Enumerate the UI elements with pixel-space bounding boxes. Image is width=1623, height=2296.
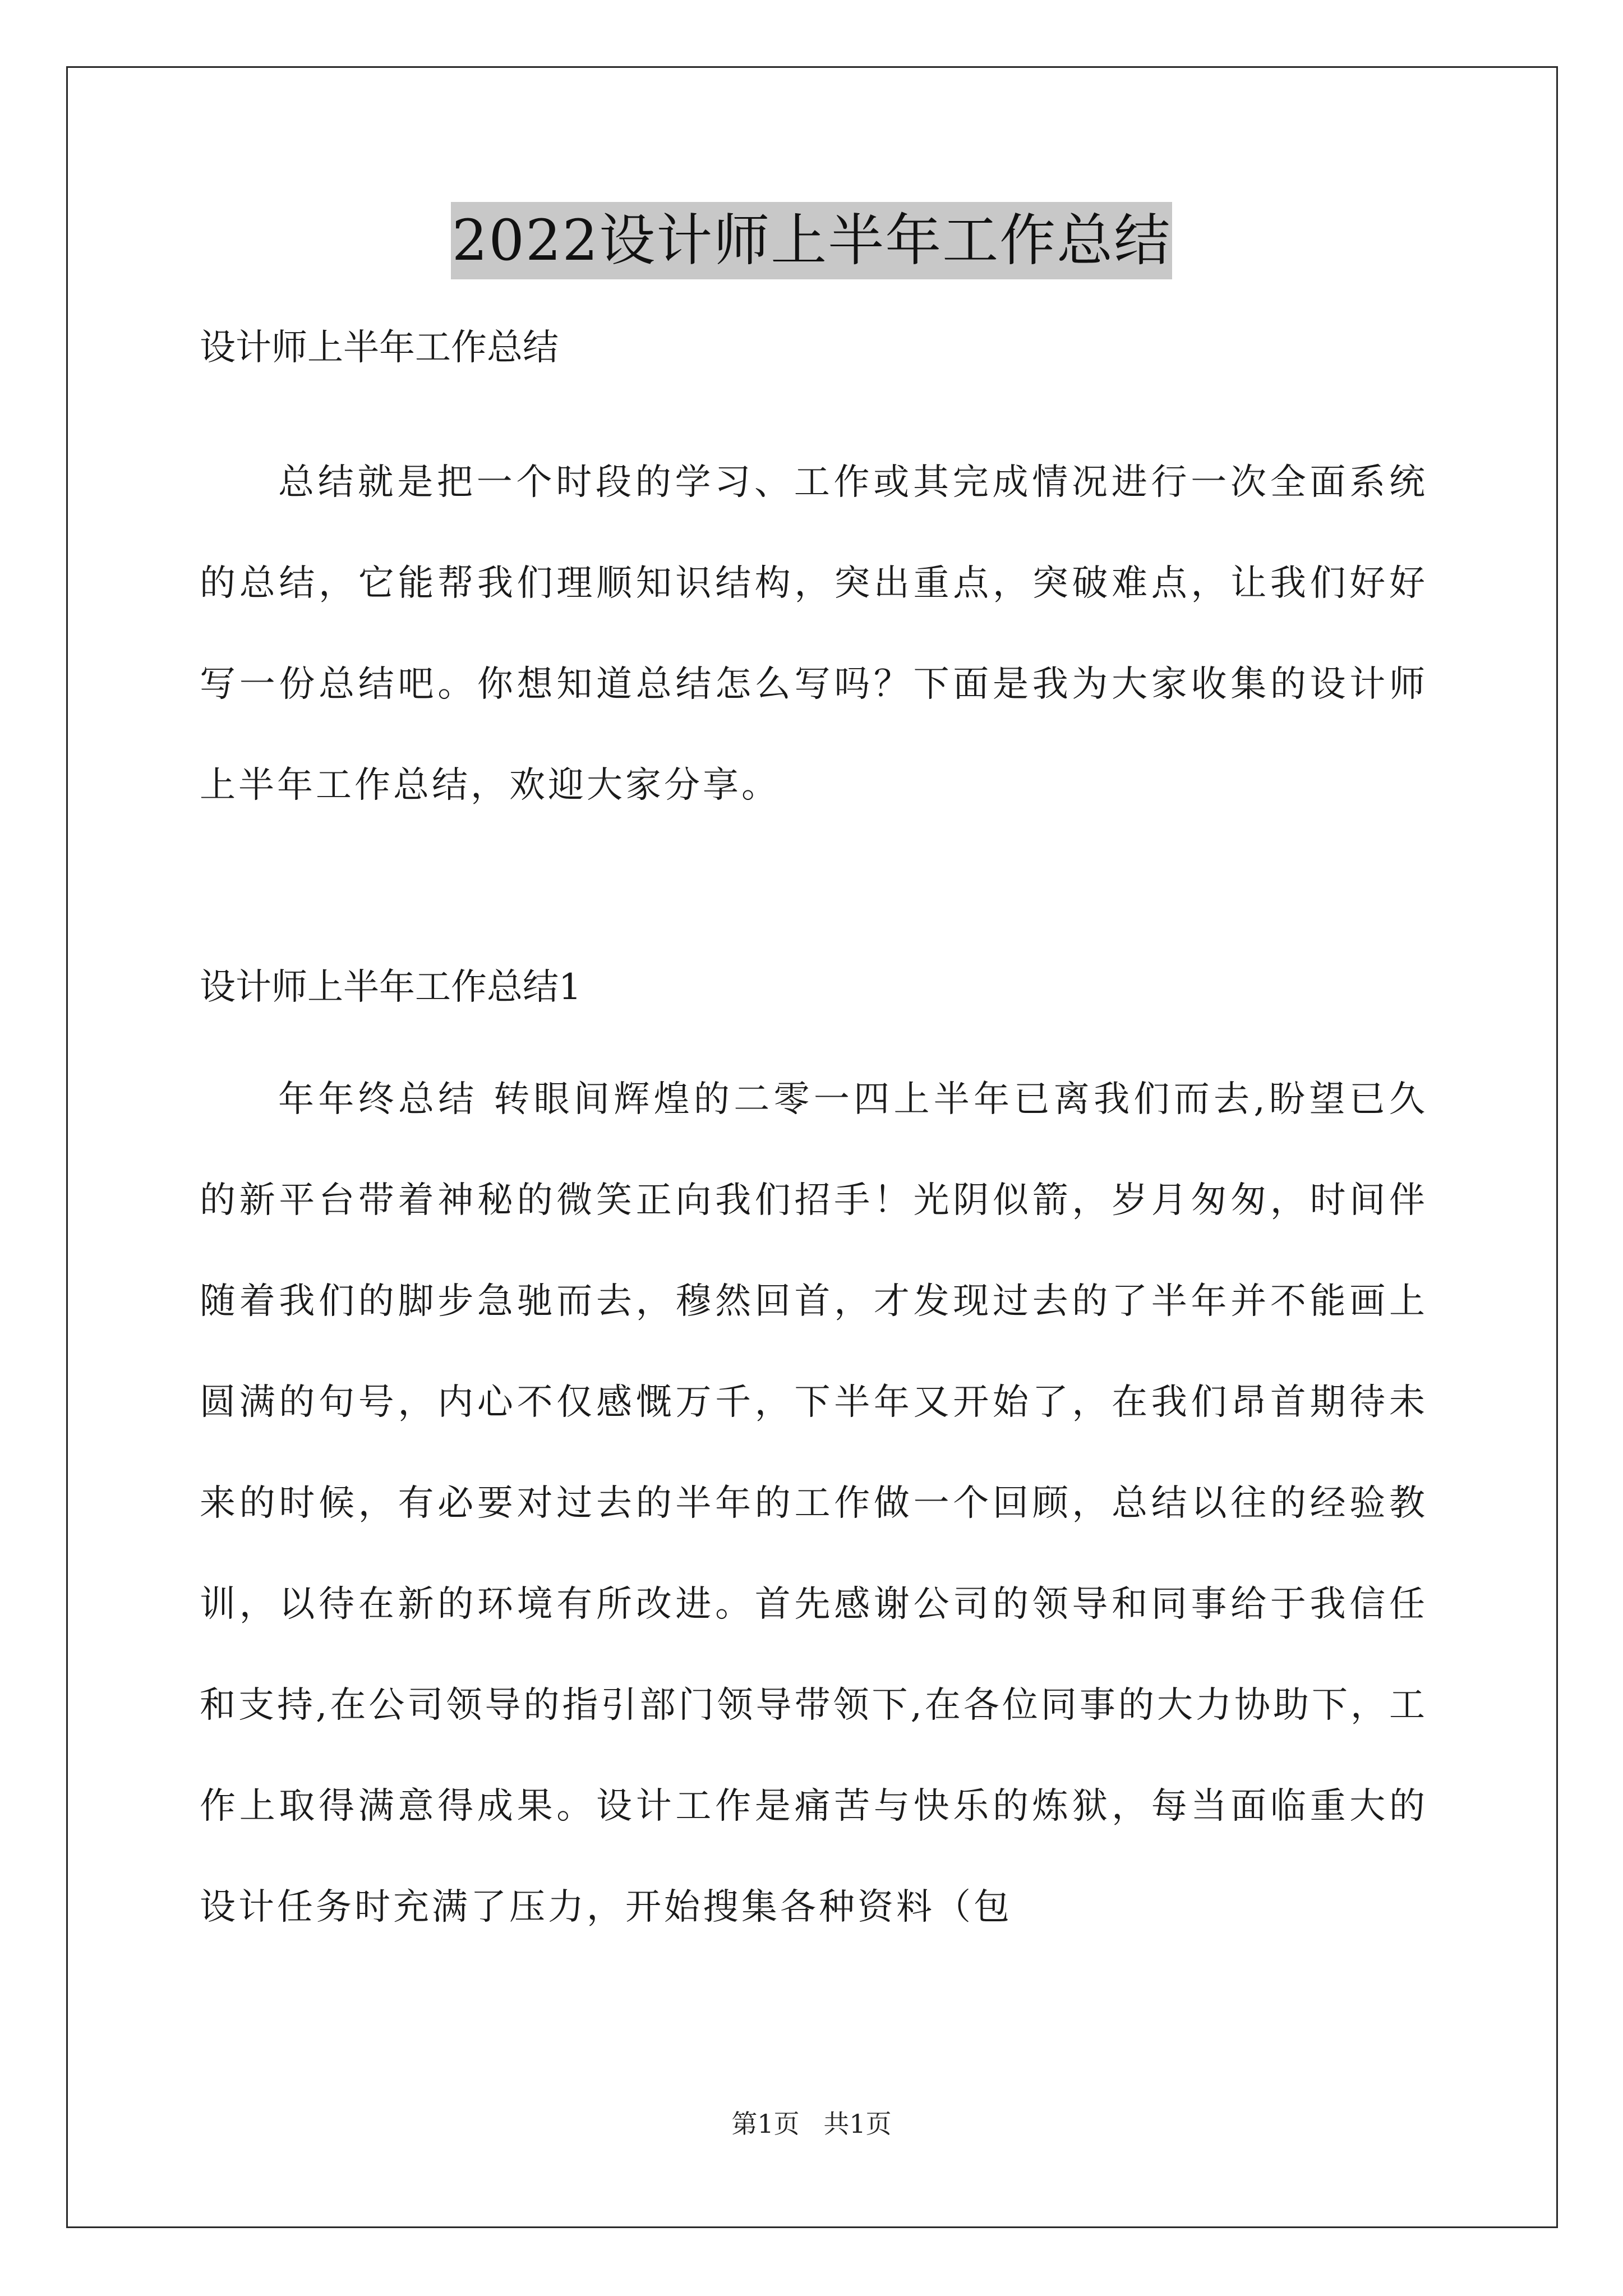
page-count: 共1页 bbox=[823, 2109, 892, 2139]
page-number: 第1页 bbox=[731, 2109, 800, 2139]
section-heading-1: 设计师上半年工作总结1 bbox=[200, 967, 582, 1008]
title-container bbox=[0, 202, 1623, 279]
document-body bbox=[200, 314, 1428, 1958]
page-footer bbox=[0, 2104, 1623, 2141]
section-heading: 设计师上半年工作总结 bbox=[200, 327, 559, 369]
intro-paragraph: 总结就是把一个时段的学习、工作或其完成情况进行一次全面系统的总结，它能帮我们理顺知识结构，突出重点，突破难点，让我们好好写一份总结吧。你想知道总结怎么写吗？下面是我为大家收集的设计师上半年工作总结，欢迎大家分享。 bbox=[200, 462, 1428, 806]
body-paragraph: 年年终总结 转眼间辉煌的二零一四上半年已离我们而去,盼望已久的新平台带着神秘的微笑正向我们招手！光阴似箭，岁月匆匆，时间伴随着我们的脚步急驰而去，穆然回首，才发现过去的了半年并不能画上圆满的句号，内心不仅感慨万千，下半年又开始了，在我们昂首期待未来的时候，有必要对过去的半年的工作做一个回顾，总结以往的经验教训，以待在新的环境有所改进。首先感谢公司的领导和同事给于我信任和支持,在公司领导的指引部门领导带领下,在各位同事的大力协助下，工作上取得满意得成果。设计工作是痛苦与快乐的炼狱，每当面临重大的设计任务时充满了压力，开始搜集各种资料（包 bbox=[200, 1079, 1428, 1928]
document-title: 2022设计师上半年工作总结 bbox=[451, 202, 1173, 279]
